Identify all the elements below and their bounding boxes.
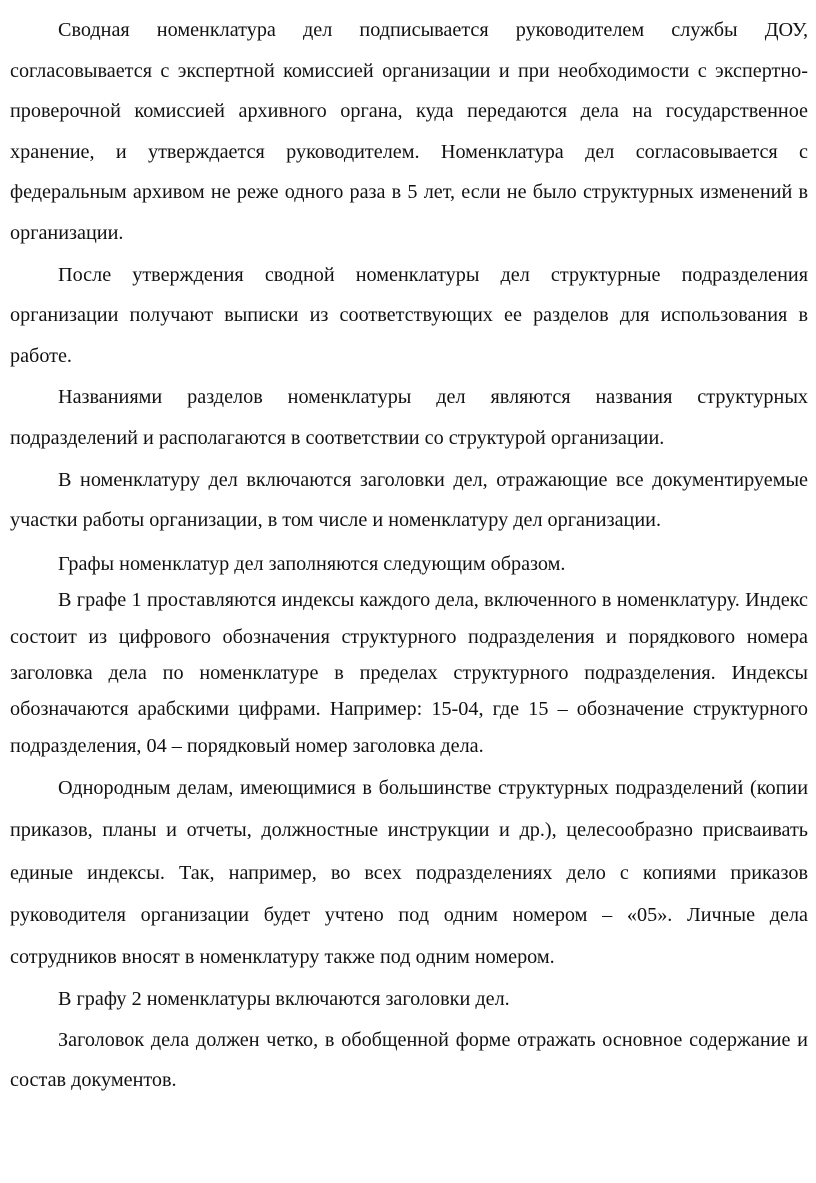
- paragraph-nomenclature-approval: Сводная номенклатура дел подписывается руководителем службы ДОУ, согласовывается с экспертной комиссией организации и при необходимости с экспертно-проверочной комиссией архивного органа, куда передаются дела на государственное хранение, и утверждается руководителем. Номенклатура дел согласовывается с федеральным архивом не реже одного раза в 5 лет, если не было структурных изменений в организации.: [10, 19, 808, 244]
- paragraph-heading-requirements: Заголовок дела должен четко, в обобщенной форме отражать основное содержание и состав документов.: [10, 1028, 808, 1092]
- paragraph-column-2: В графу 2 номенклатуры включаются заголовки дел.: [58, 988, 510, 1011]
- paragraph-uniform-indexes: Однородным делам, имеющимися в большинстве структурных подразделений (копии приказов, планы и отчеты, должностные инструкции и др.), целесообразно присваивать единые индексы. Так, например, во всех подразделениях дело с копиями приказов руководителя организации будет учтено под одним номером – «05». Личные дела сотрудников вносят в номенклатуру также под одним номером.: [10, 777, 808, 968]
- paragraph-included-headings: В номенклатуру дел включаются заголовки дел, отражающие все документируемые участки работы организации, в том числе и номенклатуру дел организации.: [10, 468, 808, 532]
- paragraph-section-extracts: После утверждения сводной номенклатуры дел структурные подразделения организации получают выписки из соответствующих ее разделов для использования в работе.: [10, 263, 808, 367]
- paragraph-section-names: Названиями разделов номенклатуры дел являются названия структурных подразделений и располагаются в соответствии со структурой организации.: [10, 386, 808, 449]
- paragraph-column-1-index: В графе 1 проставляются индексы каждого дела, включенного в номенклатуру. Индекс состоит из цифрового обозначения структурного подразделения и порядкового номера заголовка дела по номенклатуре в пределах структурного подразделения. Индексы обозначаются арабскими цифрами. Например: 15-04, где 15 – обозначение структурного подразделения, 04 – порядковый номер заголовка дела.: [10, 589, 808, 757]
- paragraph-columns-intro: Графы номенклатур дел заполняются следующим образом.: [58, 552, 566, 575]
- document-page: [10, 10, 808, 1101]
